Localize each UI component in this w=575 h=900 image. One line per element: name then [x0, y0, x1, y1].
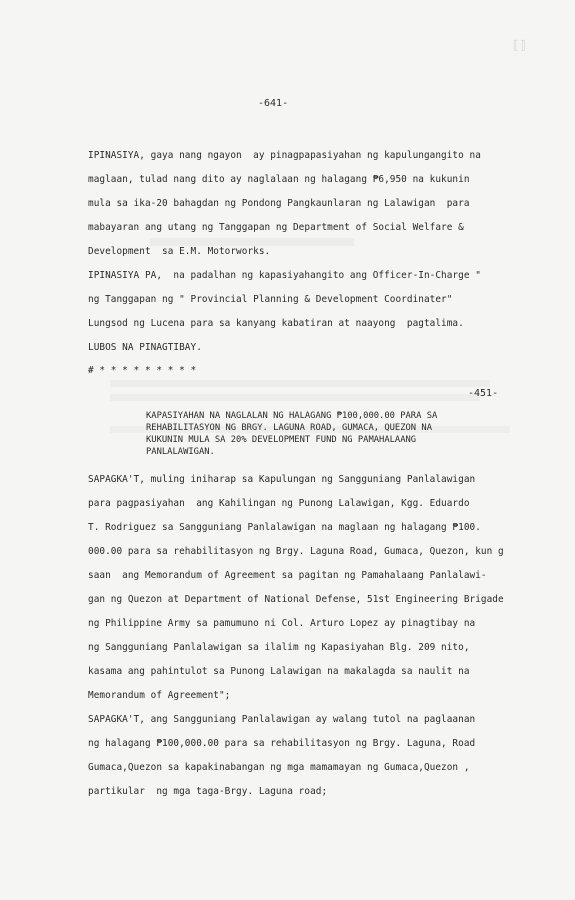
- paragraph-line: mabayaran ang utang ng Tanggapan ng Department of Social Welfare &: [88, 222, 464, 233]
- whereas-line: Memorandum of Agreement";: [88, 690, 231, 701]
- bleed-mark-icon: ⟦⟧: [512, 38, 527, 52]
- whereas-line: saan ang Memorandum of Agreement sa pagitan ng Pamahalaang Panlalawi-: [88, 570, 487, 581]
- paragraph-line: IPINASIYA PA, na padalhan ng kapasiyahangito ang Officer-In-Charge ": [88, 270, 481, 281]
- whereas-line: gan ng Quezon at Department of National Defense, 51st Engineering Brigade: [88, 594, 504, 605]
- paragraph-line: maglaan, tulad nang dito ay naglalaan ng halagang ₱6,950 na kukunin: [88, 174, 470, 185]
- bleed-through-texture: [110, 380, 490, 387]
- paragraph-line: IPINASIYA, gaya nang ngayon ay pinagpapasiyahan ng kapulungangito na: [88, 150, 481, 161]
- whereas-line: para pagpasiyahan ang Kahilingan ng Punong Lalawigan, Kgg. Eduardo: [88, 498, 470, 509]
- whereas-line: ng halagang ₱100,000.00 para sa rehabilitasyon ng Brgy. Laguna, Road: [88, 738, 476, 749]
- whereas-line: SAPAGKA'T, ang Sangguniang Panlalawigan ay walang tutol na paglaanan: [88, 714, 476, 725]
- paragraph-line: ng Tanggapan ng " Provincial Planning & Development Coordinater": [88, 294, 453, 305]
- closing-statement: LUBOS NA PINAGTIBAY.: [88, 342, 202, 353]
- page-number: -641-: [258, 98, 289, 109]
- resolution-title-line: PANLALAWIGAN.: [146, 447, 215, 457]
- whereas-line: partikular ng mga taga-Brgy. Laguna road;: [88, 786, 328, 797]
- whereas-line: ng Sangguniang Panlalawigan sa ilalim ng Kapasiyahan Blg. 209 nito,: [88, 642, 470, 653]
- whereas-line: 000.00 para sa rehabilitasyon ng Brgy. Laguna Road, Gumaca, Quezon, kun g: [88, 546, 504, 557]
- resolution-title-line: REHABILITASYON NG BRGY. LAGUNA ROAD, GUMACA, QUEZON NA: [146, 423, 432, 433]
- section-number: -451-: [468, 388, 499, 399]
- paragraph-line: mula sa ika-20 bahagdan ng Pondong Pangkaunlaran ng Lalawigan para: [88, 198, 470, 209]
- resolution-title-line: KAPASIYAHAN NA NAGLALAN NG HALAGANG ₱100,000.00 PARA SA: [146, 411, 438, 421]
- whereas-line: Gumaca,Quezon sa kapakinabangan ng mga mamamayan ng Gumaca,Quezon ,: [88, 762, 470, 773]
- paragraph-line: Lungsod ng Lucena para sa kanyang kabatiran at naayong pagtalima.: [88, 318, 464, 329]
- resolution-title-line: KUKUNIN MULA SA 20% DEVELOPMENT FUND NG PAMAHALAANG: [146, 435, 417, 445]
- whereas-line: T. Rodriguez sa Sangguniang Panlalawigan na maglaan ng halagang ₱100.: [88, 522, 481, 533]
- bleed-through-texture: [110, 394, 480, 401]
- separator: # * * * * * * * * *: [88, 365, 197, 376]
- whereas-line: kasama ang pahintulot sa Punong Lalawigan na makalagda sa naulit na: [88, 666, 470, 677]
- whereas-line: SAPAGKA'T, muling iniharap sa Kapulungan ng Sangguniang Panlalawigan: [88, 474, 476, 485]
- whereas-line: ng Philippine Army sa pamumuno ni Col. Arturo Lopez ay pinagtibay na: [88, 618, 476, 629]
- bleed-through-texture: [150, 238, 490, 246]
- paragraph-line: Development sa E.M. Motorworks.: [88, 246, 271, 257]
